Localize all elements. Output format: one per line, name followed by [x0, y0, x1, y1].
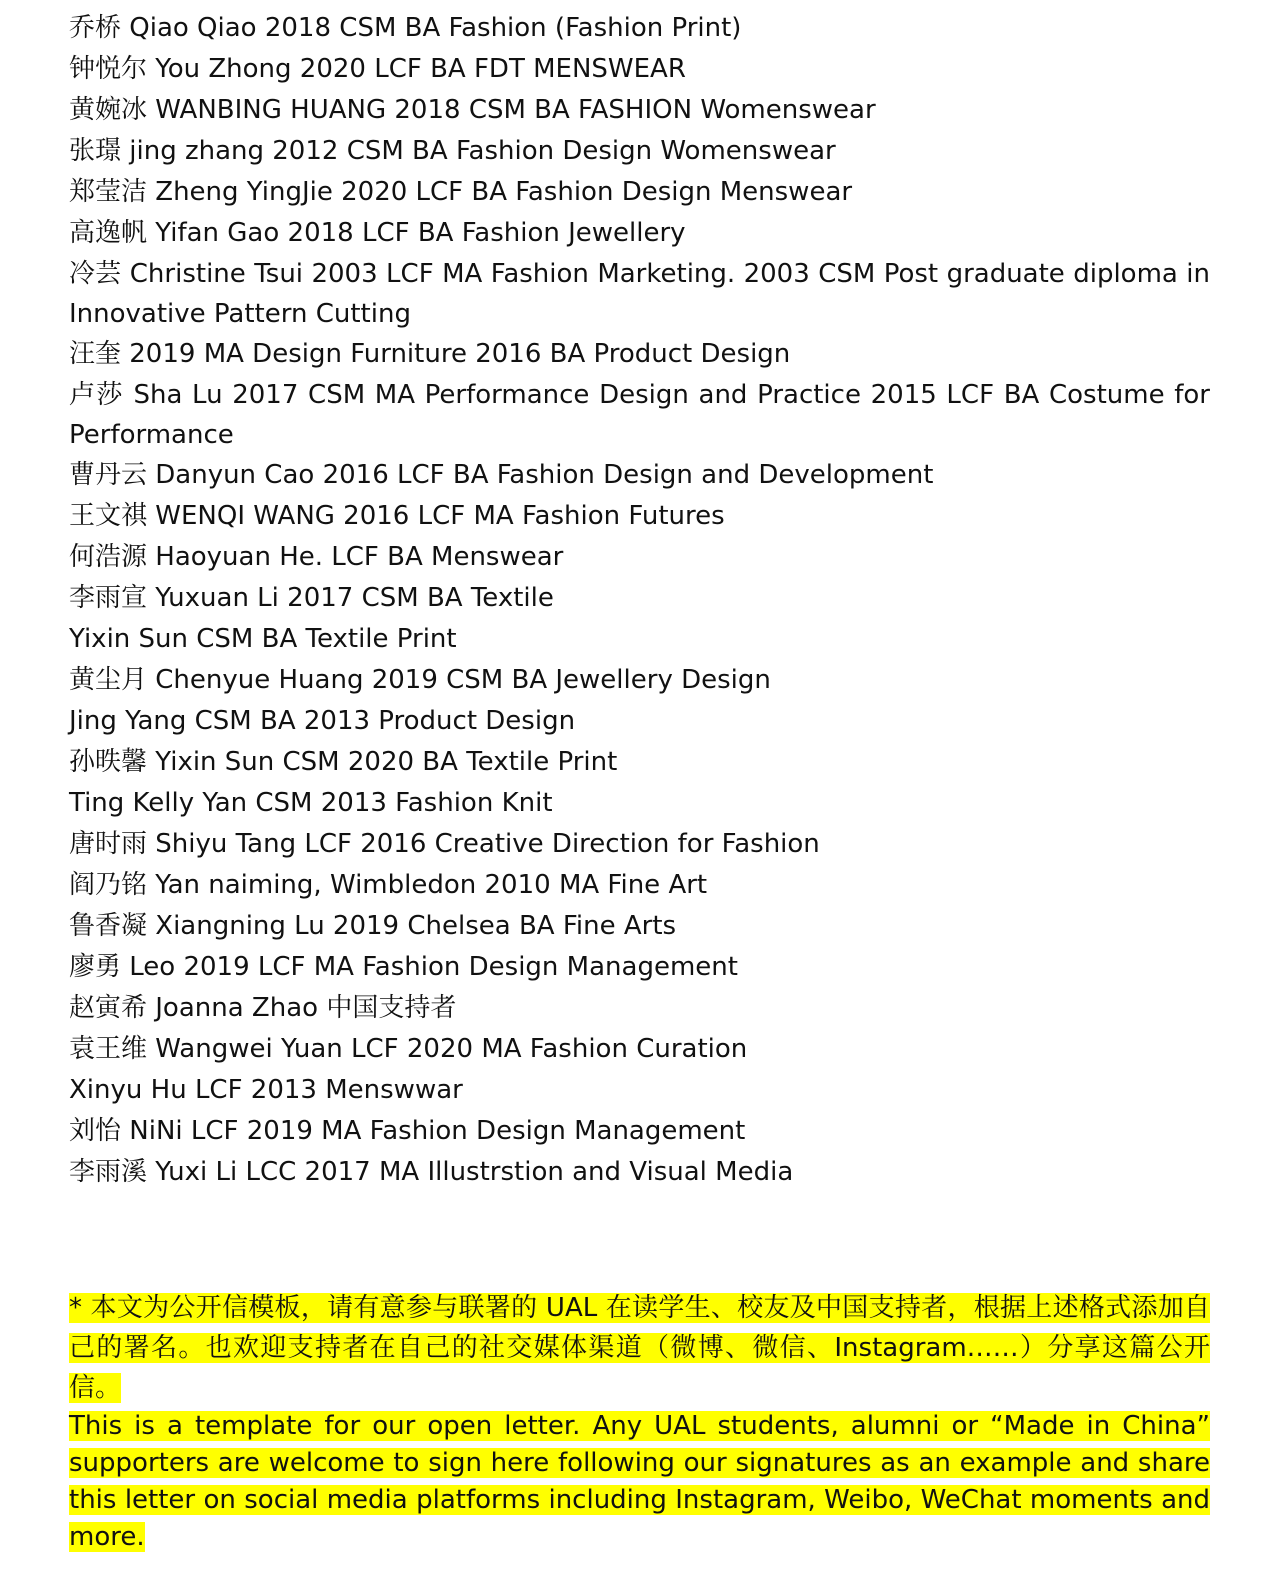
signature-line: 袁王维 Wangwei Yuan LCF 2020 MA Fashion Curation	[69, 1034, 748, 1064]
signature-line: 黄尘月 Chenyue Huang 2019 CSM BA Jewellery Design	[69, 665, 771, 695]
signature-line: 何浩源 Haoyuan He. LCF BA Menswear	[69, 542, 564, 572]
signature-page	[69, 8, 1210, 1193]
signature-line: 刘怡 NiNi LCF 2019 MA Fashion Design Management	[69, 1116, 746, 1146]
notice-english-text: This is a template for our open letter. Any UAL students, alumni or “Made in China” supporters are welcome to sign here following our signatures as an example and share this letter on social media platforms including Instagram, Weibo, WeChat moments and more.	[69, 1411, 1210, 1552]
signature-line: 冷芸 Christine Tsui 2003 LCF MA Fashion Marketing. 2003 CSM Post graduate diploma in Innovative Pattern Cutting	[69, 259, 1210, 329]
signature-line: Yixin Sun CSM BA Textile Print	[69, 624, 457, 654]
signature-line: 王文祺 WENQI WANG 2016 LCF MA Fashion Futures	[69, 501, 725, 531]
signature-line: Jing Yang CSM BA 2013 Product Design	[69, 706, 576, 736]
signature-line: 郑莹洁 Zheng YingJie 2020 LCF BA Fashion Design Menswear	[69, 177, 853, 207]
signature-list	[69, 8, 1210, 1193]
signature-line: 乔桥 Qiao Qiao 2018 CSM BA Fashion (Fashion Print)	[69, 13, 742, 43]
signature-line: 汪奎 2019 MA Design Furniture 2016 BA Product Design	[69, 339, 791, 369]
signature-line: 李雨宣 Yuxuan Li 2017 CSM BA Textile	[69, 583, 554, 613]
signature-line: 高逸帆 Yifan Gao 2018 LCF BA Fashion Jewellery	[69, 218, 686, 248]
signature-line: 唐时雨 Shiyu Tang LCF 2016 Creative Direction for Fashion	[69, 829, 820, 859]
signature-line: 黄婉冰 WANBING HUANG 2018 CSM BA FASHION Womenswear	[69, 95, 876, 125]
notice-chinese-text: * 本文为公开信模板，请有意参与联署的 UAL 在读学生、校友及中国支持者，根据上述格式添加自己的署名。也欢迎支持者在自己的社交媒体渠道（微博、微信、Instagram……）分享这篇公开信。	[69, 1293, 1210, 1403]
signature-line: 卢莎 Sha Lu 2017 CSM MA Performance Design and Practice 2015 LCF BA Costume for Performance	[69, 380, 1210, 450]
signature-line: 曹丹云 Danyun Cao 2016 LCF BA Fashion Design and Development	[69, 460, 934, 490]
notice-english	[69, 1408, 1210, 1556]
signature-line: 张璟 jing zhang 2012 CSM BA Fashion Design Womenswear	[69, 136, 836, 166]
signature-line: 孙昳馨 Yixin Sun CSM 2020 BA Textile Print	[69, 747, 618, 777]
signature-line: 鲁香凝 Xiangning Lu 2019 Chelsea BA Fine Arts	[69, 911, 677, 941]
signature-line: 廖勇 Leo 2019 LCF MA Fashion Design Management	[69, 952, 738, 982]
signature-line: Xinyu Hu LCF 2013 Menswwar	[69, 1075, 463, 1105]
signature-line: 阎乃铭 Yan naiming, Wimbledon 2010 MA Fine Art	[69, 870, 708, 900]
notice-chinese	[69, 1288, 1210, 1408]
signature-line: 钟悦尔 You Zhong 2020 LCF BA FDT MENSWEAR	[69, 54, 686, 84]
signature-line: 赵寅希 Joanna Zhao 中国支持者	[69, 993, 457, 1023]
template-notice	[69, 1288, 1210, 1556]
signature-line: Ting Kelly Yan CSM 2013 Fashion Knit	[69, 788, 553, 818]
signature-line: 李雨溪 Yuxi Li LCC 2017 MA Illustrstion and Visual Media	[69, 1157, 794, 1187]
